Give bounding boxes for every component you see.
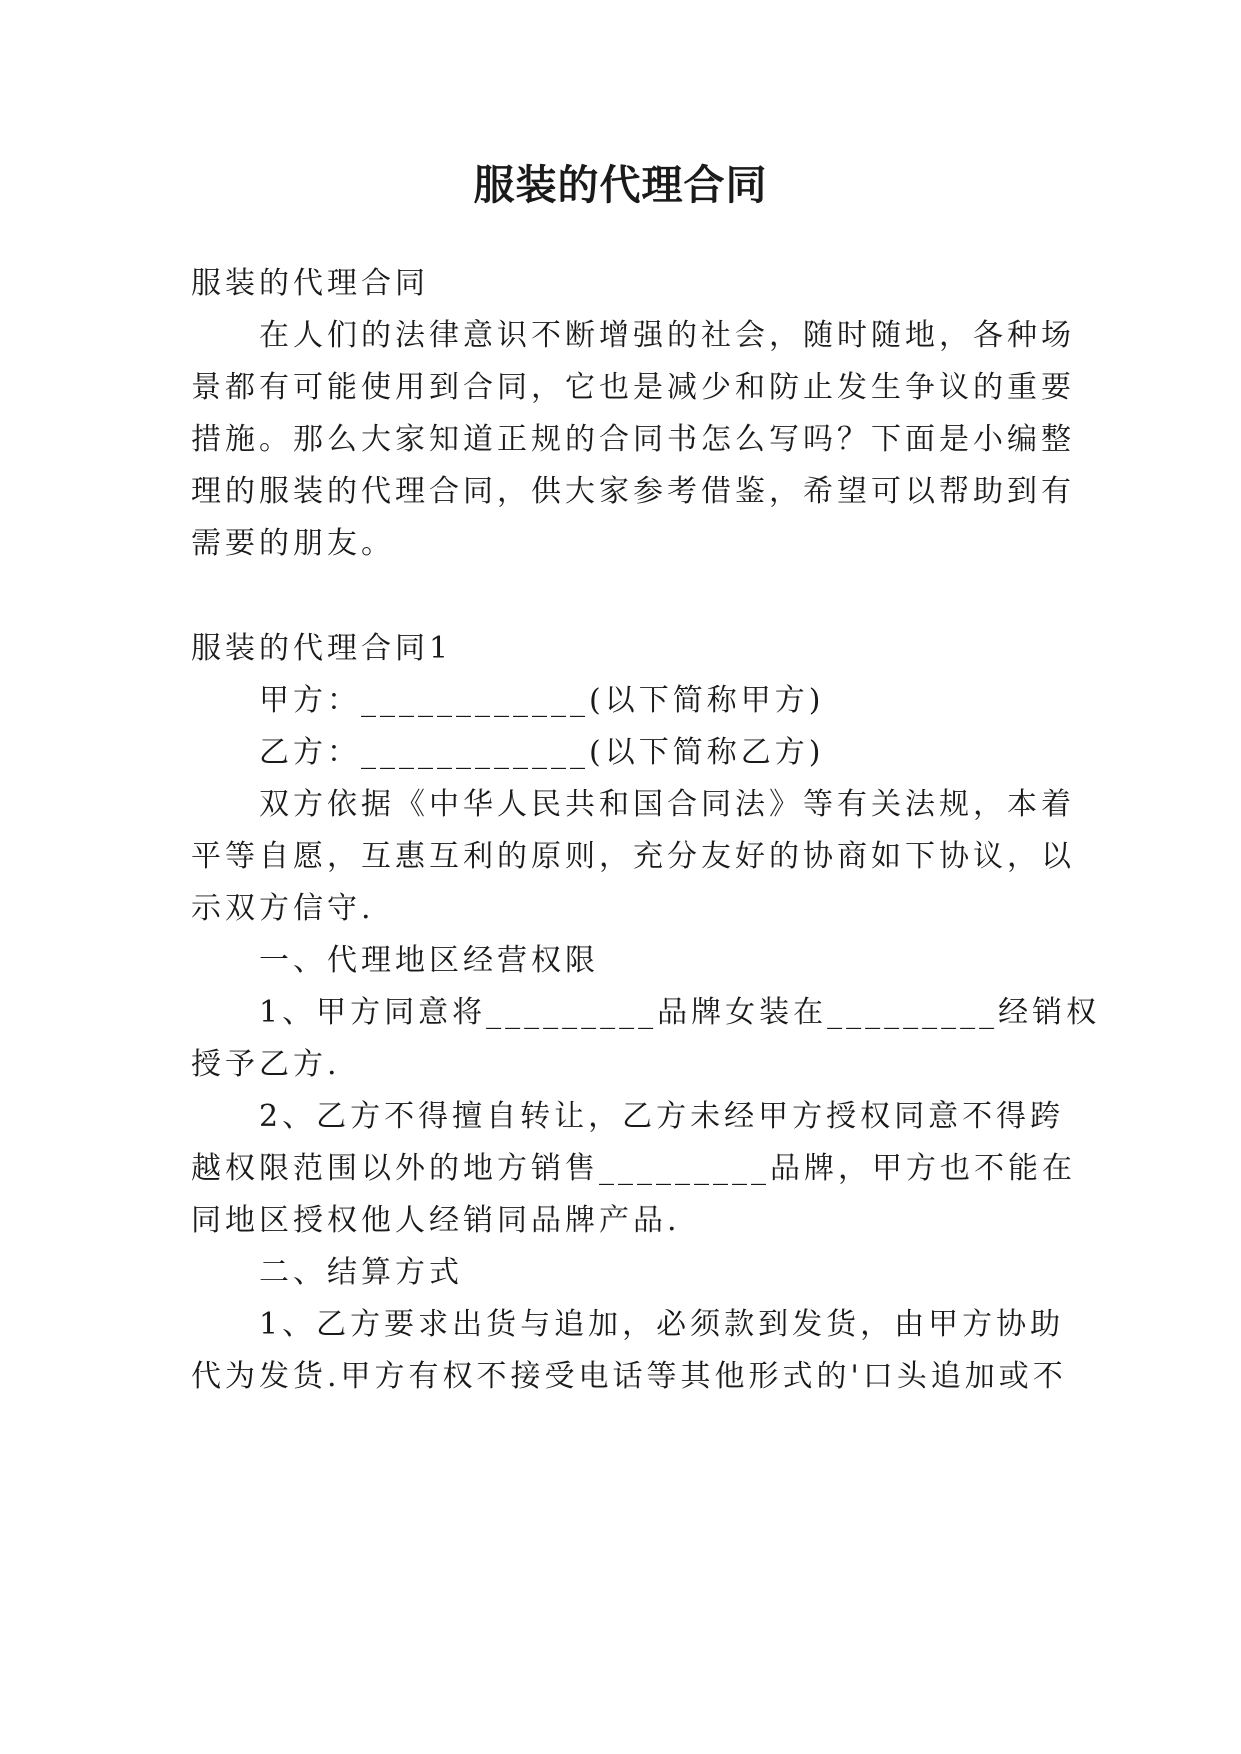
intro-paragraph-line-5: 需要的朋友。 (191, 526, 395, 561)
preamble-line-1: 双方依据《中华人民共和国合同法》等有关法规，本着 (259, 787, 1075, 822)
intro-paragraph-line-3: 措施。那么大家知道正规的合同书怎么写吗？下面是小编整 (191, 422, 1075, 457)
intro-paragraph-line-4: 理的服装的代理合同，供大家参考借鉴，希望可以帮助到有 (191, 474, 1075, 509)
section-2-heading: 二、结算方式 (259, 1255, 463, 1290)
clause-1-2-line-1: 2、乙方不得擅自转让，乙方未经甲方授权同意不得跨 (259, 1099, 1065, 1134)
preamble-line-2: 平等自愿，互惠互利的原则，充分友好的协商如下协议，以 (191, 839, 1075, 874)
party-b-line: 乙方：____________(以下简称乙方) (259, 735, 825, 770)
clause-1-2-line-3: 同地区授权他人经销同品牌产品. (191, 1203, 681, 1238)
clause-1-2-line-2: 越权限范围以外的地方销售_________品牌，甲方也不能在 (191, 1151, 1076, 1186)
clause-2-1-line-1: 1、乙方要求出货与追加，必须款到发货，由甲方协助 (259, 1307, 1065, 1342)
document-title: 服装的代理合同 (473, 161, 768, 209)
section-1-heading: 一、代理地区经营权限 (259, 943, 599, 978)
intro-paragraph-line-1: 在人们的法律意识不断增强的社会，随时随地，各种场 (259, 318, 1075, 353)
clause-2-1-line-2: 代为发货.甲方有权不接受电话等其他形式的'口头追加或不 (191, 1359, 1067, 1394)
party-a-line: 甲方：____________(以下简称甲方) (259, 683, 825, 718)
preamble-line-3: 示双方信守. (191, 891, 375, 926)
intro-paragraph-line-2: 景都有可能使用到合同，它也是减少和防止发生争议的重要 (191, 370, 1075, 405)
clause-1-1-line-1: 1、甲方同意将_________品牌女装在_________经销权 (259, 995, 1101, 1030)
contract-heading: 服装的代理合同1 (191, 631, 453, 666)
intro-heading: 服装的代理合同 (191, 266, 429, 301)
clause-1-1-line-2: 授予乙方. (191, 1047, 341, 1082)
